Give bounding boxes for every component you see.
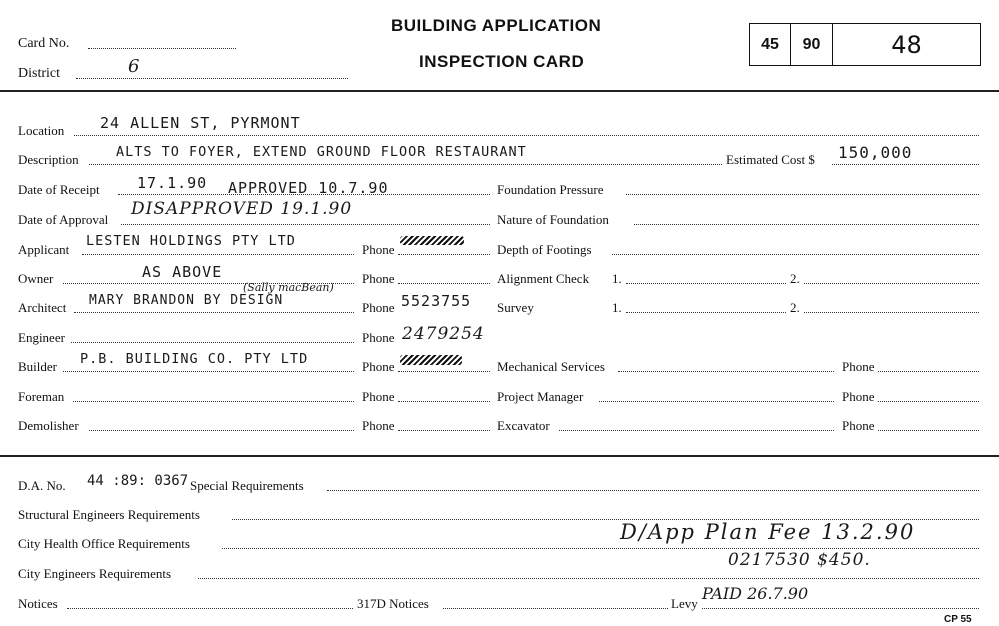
middle-divider bbox=[0, 455, 999, 457]
survey-field-2[interactable] bbox=[804, 312, 979, 313]
excavator-phone-label: Phone bbox=[842, 418, 875, 433]
da-no-label: D.A. No. bbox=[18, 478, 66, 493]
date-approval-label: Date of Approval bbox=[18, 212, 109, 227]
317d-notices-field[interactable] bbox=[443, 608, 668, 609]
nature-foundation-label: Nature of Foundation bbox=[497, 212, 609, 227]
excavator-field[interactable] bbox=[559, 430, 834, 431]
alignment-field-2[interactable] bbox=[804, 283, 979, 284]
special-requirements-field[interactable] bbox=[327, 490, 979, 491]
form-code: CP 55 bbox=[944, 614, 972, 625]
district-field[interactable] bbox=[76, 78, 348, 79]
survey-label: Survey bbox=[497, 300, 534, 315]
demolisher-field[interactable] bbox=[89, 430, 354, 431]
owner-phone-field[interactable] bbox=[398, 283, 490, 284]
builder-phone-label: Phone bbox=[362, 359, 395, 374]
health-field[interactable] bbox=[222, 548, 979, 549]
architect-field[interactable] bbox=[74, 312, 354, 313]
applicant-label: Applicant bbox=[18, 242, 70, 257]
builder-field[interactable] bbox=[63, 371, 354, 372]
district-label: District bbox=[18, 66, 60, 81]
depth-footings-label: Depth of Footings bbox=[497, 242, 592, 257]
foreman-phone-label: Phone bbox=[362, 389, 395, 404]
date-approval-value: DISAPPROVED 19.1.90 bbox=[131, 199, 353, 219]
title-line1: BUILDING APPLICATION bbox=[391, 16, 602, 35]
applicant-phone-field[interactable] bbox=[398, 254, 490, 255]
card-no-label: Card No. bbox=[18, 36, 70, 51]
mechanical-phone-field[interactable] bbox=[878, 371, 979, 372]
description-field[interactable] bbox=[89, 164, 722, 165]
district-value: 6 bbox=[128, 56, 141, 77]
levy-value: PAID 26.7.90 bbox=[702, 584, 809, 603]
notices-field[interactable] bbox=[67, 608, 353, 609]
foundation-pressure-label: Foundation Pressure bbox=[497, 182, 604, 197]
alignment-field-1[interactable] bbox=[626, 283, 786, 284]
estimated-cost-label: Estimated Cost $ bbox=[726, 152, 815, 167]
description-value: ALTS TO FOYER, EXTEND GROUND FLOOR RESTAURANT bbox=[116, 144, 527, 160]
demolisher-label: Demolisher bbox=[18, 418, 79, 433]
approved-note: APPROVED 10.7.90 bbox=[228, 179, 389, 197]
structural-label: Structural Engineers Requirements bbox=[18, 507, 200, 522]
estimated-cost-value: 150,000 bbox=[838, 143, 913, 162]
foreman-label: Foreman bbox=[18, 389, 65, 404]
survey-field-1[interactable] bbox=[626, 312, 786, 313]
levy-label: Levy bbox=[671, 596, 698, 611]
alignment-num1: 1. bbox=[612, 271, 622, 286]
nature-foundation-field[interactable] bbox=[634, 224, 979, 225]
applicant-field[interactable] bbox=[82, 254, 354, 255]
owner-value: AS ABOVE bbox=[142, 263, 223, 281]
location-field[interactable] bbox=[74, 135, 979, 136]
card-number-box-2: 90 bbox=[790, 23, 833, 66]
notices-label: Notices bbox=[18, 596, 58, 611]
demolisher-phone-field[interactable] bbox=[398, 430, 490, 431]
da-no-value: 44 :89: 0367 bbox=[87, 473, 189, 489]
survey-num1: 1. bbox=[612, 300, 622, 315]
project-manager-phone-field[interactable] bbox=[878, 401, 979, 402]
foreman-field[interactable] bbox=[73, 401, 354, 402]
project-manager-label: Project Manager bbox=[497, 389, 584, 404]
health-label: City Health Office Requirements bbox=[18, 536, 190, 551]
project-manager-field[interactable] bbox=[599, 401, 834, 402]
location-label: Location bbox=[18, 123, 65, 138]
date-receipt-label: Date of Receipt bbox=[18, 182, 100, 197]
city-engineers-note: 0217530 $450. bbox=[728, 550, 871, 570]
owner-phone-label: Phone bbox=[362, 271, 395, 286]
special-requirements-label: Special Requirements bbox=[190, 478, 304, 493]
description-label: Description bbox=[18, 152, 79, 167]
project-manager-phone-label: Phone bbox=[842, 389, 875, 404]
date-approval-field[interactable] bbox=[121, 224, 490, 225]
excavator-phone-field[interactable] bbox=[878, 430, 979, 431]
builder-phone-field[interactable] bbox=[398, 371, 490, 372]
mechanical-field[interactable] bbox=[618, 371, 834, 372]
builder-phone-scribble bbox=[400, 355, 462, 365]
engineer-phone-label: Phone bbox=[362, 330, 395, 345]
depth-footings-field[interactable] bbox=[612, 254, 979, 255]
card-number-box-3: 48 bbox=[832, 23, 981, 66]
architect-label: Architect bbox=[18, 300, 67, 315]
architect-value: MARY BRANDON BY DESIGN bbox=[89, 293, 284, 308]
date-receipt-value: 17.1.90 bbox=[137, 174, 208, 192]
levy-field[interactable] bbox=[702, 608, 979, 609]
mechanical-label: Mechanical Services bbox=[497, 359, 605, 374]
owner-note: (Sally macBean) bbox=[243, 281, 334, 294]
estimated-cost-field[interactable] bbox=[832, 164, 979, 165]
city-engineers-label: City Engineers Requirements bbox=[18, 566, 172, 581]
engineer-label: Engineer bbox=[18, 330, 65, 345]
title-line2: INSPECTION CARD bbox=[419, 52, 585, 71]
foreman-phone-field[interactable] bbox=[398, 401, 490, 402]
excavator-label: Excavator bbox=[497, 418, 550, 433]
applicant-value: LESTEN HOLDINGS PTY LTD bbox=[86, 233, 296, 249]
demolisher-phone-label: Phone bbox=[362, 418, 395, 433]
owner-label: Owner bbox=[18, 271, 54, 286]
architect-phone-value: 5523755 bbox=[401, 292, 472, 310]
builder-value: P.B. BUILDING CO. PTY LTD bbox=[80, 351, 309, 367]
alignment-check-label: Alignment Check bbox=[497, 271, 590, 286]
card-number-box-1: 45 bbox=[749, 23, 791, 66]
header-divider bbox=[0, 90, 999, 92]
applicant-phone-scribble bbox=[400, 236, 464, 245]
health-note: D/App Plan Fee 13.2.90 bbox=[620, 520, 916, 544]
builder-label: Builder bbox=[18, 359, 57, 374]
foundation-pressure-field[interactable] bbox=[626, 194, 979, 195]
applicant-phone-label: Phone bbox=[362, 242, 395, 257]
survey-num2: 2. bbox=[790, 300, 800, 315]
engineer-phone-value: 2479254 bbox=[402, 324, 485, 344]
engineer-field[interactable] bbox=[71, 342, 354, 343]
317d-notices-label: 317D Notices bbox=[357, 596, 429, 611]
location-value: 24 ALLEN ST, PYRMONT bbox=[100, 114, 301, 132]
alignment-num2: 2. bbox=[790, 271, 800, 286]
card-no-field[interactable] bbox=[88, 48, 236, 49]
mechanical-phone-label: Phone bbox=[842, 359, 875, 374]
architect-phone-label: Phone bbox=[362, 300, 395, 315]
city-engineers-field[interactable] bbox=[198, 578, 979, 579]
